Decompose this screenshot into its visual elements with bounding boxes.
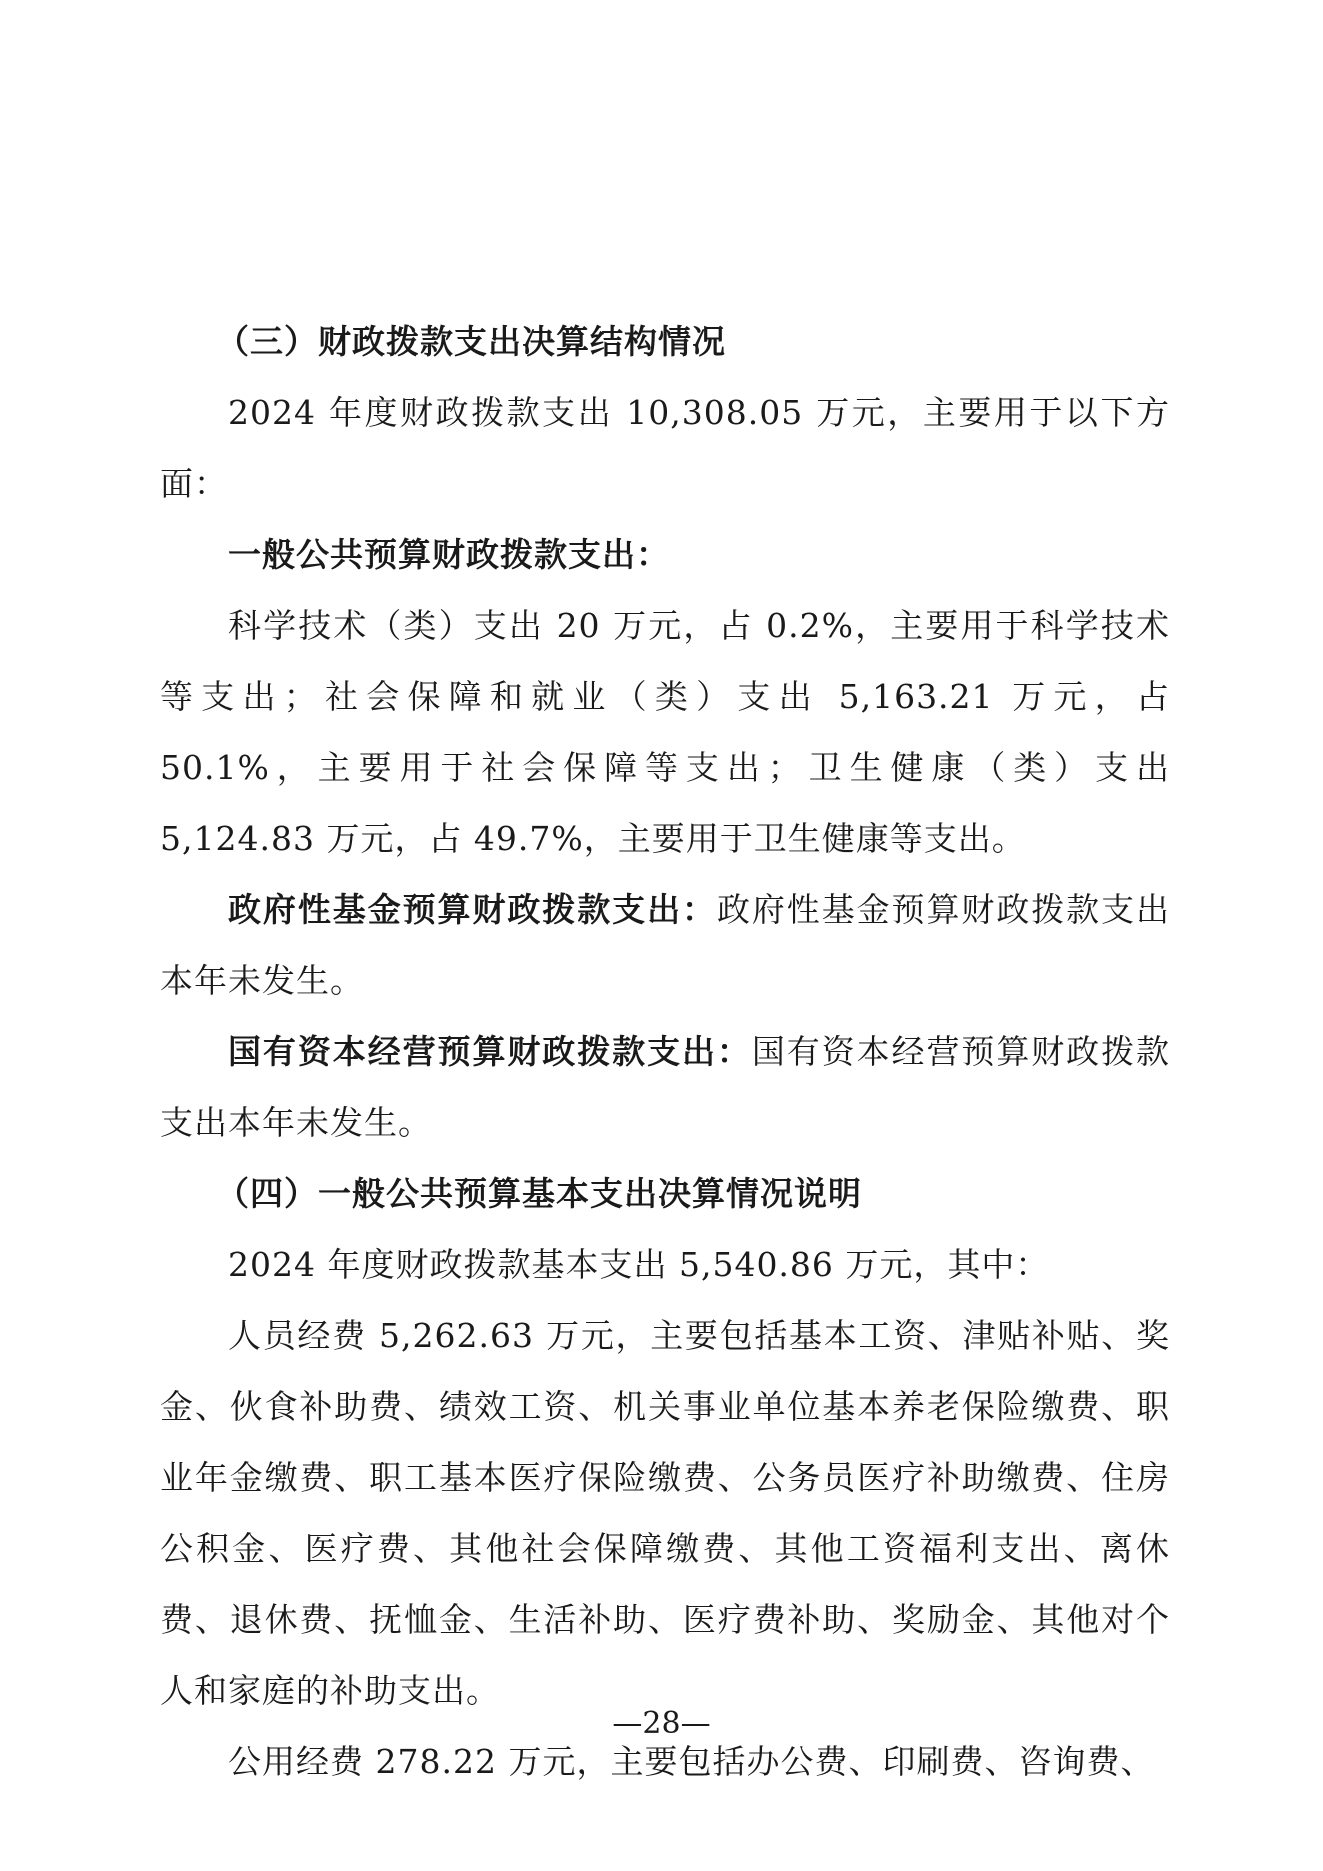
section-3-intro: 2024 年度财政拨款支出 10,308.05 万元，主要用于以下方面： xyxy=(160,393,1170,503)
state-capital-label: 国有资本经营预算财政拨款支出： xyxy=(228,1032,752,1071)
gov-fund-label: 政府性基金预算财政拨款支出： xyxy=(228,890,717,929)
section-4-intro: 2024 年度财政拨款基本支出 5,540.86 万元，其中： xyxy=(228,1245,1050,1284)
state-capital-paragraph xyxy=(160,1016,1170,1158)
page-number: —28— xyxy=(612,1706,711,1741)
general-budget-label: 一般公共预算财政拨款支出： xyxy=(228,535,670,574)
general-budget-detail: 科学技术（类）支出 20 万元，占 0.2%，主要用于科学技术等支出；社会保障和就业（类）支出 5,163.21 万元，占 50.1%，主要用于社会保障等支出；卫生健康（类）支出 5,124.83 万元，占 49.7%，主要用于卫生健康等支出。 xyxy=(160,606,1170,858)
public-expenses-paragraph: 公用经费 278.22 万元，主要包括办公费、印刷费、咨询费、 xyxy=(228,1742,1155,1781)
personnel-expenses-paragraph: 人员经费 5,262.63 万元，主要包括基本工资、津贴补贴、奖金、伙食补助费、绩效工资、机关事业单位基本养老保险缴费、职业年金缴费、职工基本医疗保险缴费、公务员医疗补助缴费、住房公积金、医疗费、其他社会保障缴费、其他工资福利支出、离休费、退休费、抚恤金、生活补助、医疗费补助、奖励金、其他对个人和家庭的补助支出。 xyxy=(160,1316,1170,1710)
section-4-heading: （四）一般公共预算基本支出决算情况说明 xyxy=(216,1174,862,1213)
gov-fund-paragraph xyxy=(160,874,1170,1016)
section-3-heading: （三）财政拨款支出决算结构情况 xyxy=(216,322,726,361)
state-capital-text: 国有资本经营预算财政拨款支出本年未发生。 xyxy=(160,1032,1171,1142)
document-body xyxy=(160,306,1170,1797)
gov-fund-text: 政府性基金预算财政拨款支出本年未发生。 xyxy=(160,890,1171,1000)
